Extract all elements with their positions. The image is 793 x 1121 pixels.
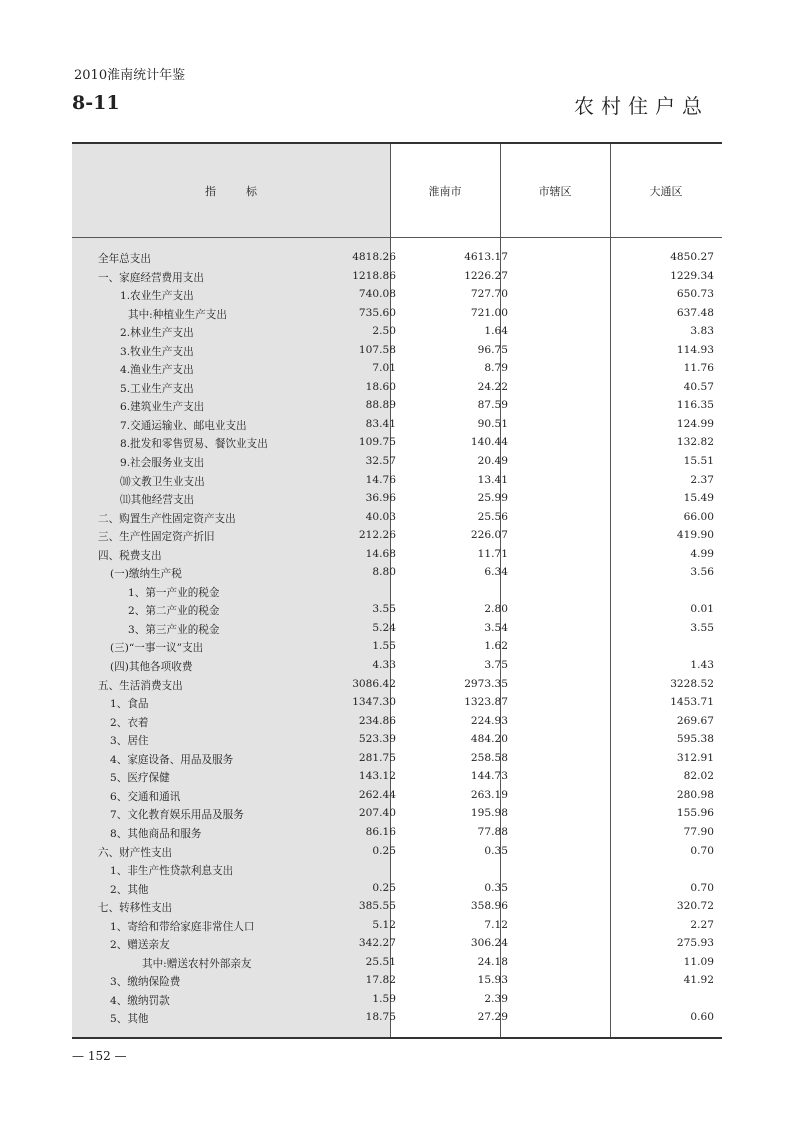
value-huainan-city: 107.58	[358, 343, 396, 356]
table-row	[72, 935, 722, 954]
row-label: 五、生活消费支出	[98, 679, 183, 692]
value-datong-district: 0.60	[690, 1011, 714, 1024]
value-datong-district: 275.93	[676, 937, 714, 950]
row-label: 全年总支出	[98, 253, 151, 265]
value-datong-district: 4.99	[690, 547, 714, 560]
value-huainan-city: 1.55	[372, 640, 396, 653]
value-city-districts: 263.19	[470, 788, 508, 801]
value-huainan-city: 3086.42	[352, 677, 396, 690]
value-city-districts: 1226.27	[464, 269, 508, 282]
value-datong-district: 0.01	[690, 603, 714, 616]
row-label: ⑾其他经营支出	[120, 494, 195, 507]
table-row	[72, 286, 722, 305]
value-huainan-city: 14.76	[365, 473, 396, 486]
value-huainan-city: 5.12	[372, 918, 396, 931]
header-city-districts: 市辖区	[538, 184, 572, 198]
row-label: 六、财产性支出	[98, 846, 173, 859]
row-label: 1、非生产性贷款利息支出	[110, 865, 234, 878]
value-huainan-city: 0.25	[372, 844, 396, 857]
value-huainan-city: 1.59	[372, 992, 396, 1005]
row-label: 1、第一产业的税金	[128, 586, 220, 599]
value-huainan-city: 109.75	[358, 436, 396, 449]
header-rule	[72, 237, 722, 238]
value-city-districts: 77.88	[477, 825, 508, 838]
table-row	[72, 880, 722, 899]
value-huainan-city: 342.27	[358, 937, 396, 950]
value-city-districts: 24.22	[477, 380, 508, 393]
row-label: 6.建筑业生产支出	[120, 401, 205, 414]
value-datong-district: 11.09	[683, 955, 714, 968]
table-row	[72, 360, 722, 379]
row-label: 5、医疗保健	[110, 772, 170, 785]
value-huainan-city: 4.33	[372, 659, 396, 672]
value-huainan-city: 83.41	[365, 417, 396, 430]
value-city-districts: 6.34	[484, 566, 508, 579]
value-datong-district: 0.70	[690, 844, 714, 857]
value-huainan-city: 2.50	[372, 325, 396, 338]
table-row	[72, 750, 722, 769]
value-huainan-city: 36.96	[365, 492, 396, 505]
value-huainan-city: 18.60	[365, 380, 396, 393]
table-row	[72, 620, 722, 639]
table-body	[72, 249, 722, 1028]
value-datong-district: 2.37	[690, 473, 714, 486]
value-datong-district: 1229.34	[670, 269, 714, 282]
value-city-districts: 3.75	[484, 659, 508, 672]
value-huainan-city: 32.57	[365, 455, 396, 468]
value-city-districts: 2.39	[484, 992, 508, 1005]
row-label: 其中:赠送农村外部亲友	[142, 957, 252, 970]
section-number: 8-11	[72, 92, 120, 114]
value-city-districts: 195.98	[470, 807, 508, 820]
table-row	[72, 972, 722, 991]
table-row	[72, 564, 722, 583]
table-row	[72, 954, 722, 973]
value-city-districts: 15.93	[477, 974, 508, 987]
row-label: 3.牧业生产支出	[120, 345, 194, 358]
row-label: 4、缴纳罚款	[110, 994, 170, 1007]
value-city-districts: 4613.17	[464, 251, 508, 263]
table-row	[72, 472, 722, 491]
value-city-districts: 226.07	[470, 529, 508, 542]
value-datong-district: 312.91	[676, 751, 714, 764]
row-label: 二、购置生产性固定资产支出	[98, 512, 236, 525]
value-datong-district: 41.92	[683, 974, 714, 987]
value-datong-district: 66.00	[683, 510, 714, 523]
table-row	[72, 397, 722, 416]
row-label: 3、第三产业的税金	[128, 623, 220, 636]
value-city-districts: 2.80	[484, 603, 508, 616]
table-row	[72, 527, 722, 546]
value-huainan-city: 25.51	[365, 955, 396, 968]
row-label: 2、第二产业的税金	[128, 605, 220, 618]
value-huainan-city: 385.55	[358, 900, 396, 913]
value-huainan-city: 212.26	[358, 529, 396, 542]
table-row	[72, 787, 722, 806]
row-label: 2、其他	[110, 883, 149, 896]
row-label: 5、其他	[110, 1013, 149, 1026]
value-datong-district: 15.51	[683, 455, 714, 468]
table-row	[72, 509, 722, 528]
value-datong-district: 3.55	[690, 621, 714, 634]
value-city-districts: 0.35	[484, 881, 508, 894]
value-datong-district: 132.82	[676, 436, 714, 449]
value-huainan-city: 14.68	[365, 547, 396, 560]
table-row	[72, 416, 722, 435]
value-datong-district: 0.70	[690, 881, 714, 894]
value-huainan-city: 281.75	[358, 751, 396, 764]
value-city-districts: 2973.35	[464, 677, 508, 690]
value-city-districts: 1323.87	[464, 696, 508, 709]
value-city-districts: 1.64	[484, 325, 508, 338]
value-city-districts: 11.71	[477, 547, 508, 560]
value-huainan-city: 143.12	[358, 770, 396, 783]
table-row	[72, 917, 722, 936]
value-huainan-city: 740.08	[358, 288, 396, 301]
value-datong-district: 114.93	[676, 343, 714, 356]
value-datong-district: 269.67	[676, 714, 714, 727]
row-label: 1、食品	[110, 698, 149, 711]
value-datong-district: 2.27	[690, 918, 714, 931]
value-datong-district: 1.43	[690, 659, 714, 672]
row-label: 7.交通运输业、邮电业支出	[120, 419, 247, 432]
row-label: (四)其他各项收费	[110, 661, 193, 674]
value-datong-district: 82.02	[683, 770, 714, 783]
value-city-districts: 721.00	[470, 306, 508, 319]
value-huainan-city: 1218.86	[352, 269, 396, 282]
table-row	[72, 638, 722, 657]
row-label: 2.林业生产支出	[120, 327, 194, 340]
row-label: 一、家庭经营费用支出	[98, 271, 204, 284]
row-label: 2、衣着	[110, 716, 149, 729]
table-row	[72, 824, 722, 843]
value-datong-district: 650.73	[676, 288, 714, 301]
table-row	[72, 843, 722, 862]
page-number: — 152 —	[72, 1049, 127, 1063]
value-city-districts: 25.99	[477, 492, 508, 505]
row-label: ⑽文教卫生业支出	[120, 475, 205, 488]
row-label: 4、家庭设备、用品及服务	[110, 753, 234, 766]
value-huainan-city: 18.75	[365, 1011, 396, 1024]
value-datong-district: 3228.52	[670, 677, 714, 690]
value-datong-district: 40.57	[683, 380, 714, 393]
value-datong-district: 637.48	[676, 306, 714, 319]
value-huainan-city: 3.55	[372, 603, 396, 616]
value-huainan-city: 0.25	[372, 881, 396, 894]
row-label: 8、其他商品和服务	[110, 827, 202, 840]
value-city-districts: 144.73	[470, 770, 508, 783]
value-city-districts: 727.70	[470, 288, 508, 301]
value-datong-district: 1453.71	[670, 696, 714, 709]
value-city-districts: 258.58	[470, 751, 508, 764]
value-huainan-city: 8.80	[372, 566, 396, 579]
table-row	[72, 694, 722, 713]
value-datong-district: 320.72	[676, 900, 714, 913]
table-row	[72, 731, 722, 750]
row-label: 3、缴纳保险费	[110, 976, 181, 989]
table-row	[72, 434, 722, 453]
value-datong-district: 155.96	[676, 807, 714, 820]
value-city-districts: 90.51	[477, 417, 508, 430]
value-huainan-city: 207.40	[358, 807, 396, 820]
value-datong-district: 595.38	[676, 733, 714, 746]
value-datong-district: 11.76	[683, 362, 714, 375]
table-row	[72, 342, 722, 361]
value-city-districts: 20.49	[477, 455, 508, 468]
value-city-districts: 27.29	[477, 1011, 508, 1024]
table-row	[72, 898, 722, 917]
value-city-districts: 358.96	[470, 900, 508, 913]
row-label: 3、居住	[110, 735, 149, 748]
row-label: 其中:种植业生产支出	[128, 308, 227, 321]
table-row	[72, 991, 722, 1010]
value-huainan-city: 88.89	[365, 399, 396, 412]
value-huainan-city: 1347.30	[352, 696, 396, 709]
table-row	[72, 805, 722, 824]
value-huainan-city: 40.03	[365, 510, 396, 523]
table-row	[72, 546, 722, 565]
table-row	[72, 676, 722, 695]
row-label: 2、赠送亲友	[110, 939, 170, 952]
row-label: (三)“一事一议”支出	[110, 642, 204, 655]
value-huainan-city: 7.01	[372, 362, 396, 375]
row-label: 7、文化教育娱乐用品及服务	[110, 809, 244, 822]
table-row	[72, 768, 722, 787]
value-datong-district: 116.35	[676, 399, 714, 412]
table-row	[72, 268, 722, 287]
table-row	[72, 323, 722, 342]
table-row	[72, 601, 722, 620]
table-row	[72, 713, 722, 732]
table-row	[72, 249, 722, 268]
value-city-districts: 13.41	[477, 473, 508, 486]
value-datong-district: 77.90	[683, 825, 714, 838]
table-row	[72, 861, 722, 880]
table-row	[72, 490, 722, 509]
value-huainan-city: 5.24	[372, 621, 396, 634]
value-datong-district: 280.98	[676, 788, 714, 801]
value-huainan-city: 86.16	[365, 825, 396, 838]
value-huainan-city: 735.60	[358, 306, 396, 319]
row-label: 1、寄给和带给家庭非常住人口	[110, 920, 255, 933]
statistics-table	[72, 142, 722, 1039]
value-datong-district: 3.83	[690, 325, 714, 338]
value-huainan-city: 262.44	[358, 788, 396, 801]
header-huainan-city: 淮南市	[428, 184, 462, 198]
row-label: 9.社会服务业支出	[120, 457, 205, 470]
value-city-districts: 1.62	[484, 640, 508, 653]
bottom-rule	[72, 1037, 722, 1039]
header-datong-district: 大通区	[649, 184, 683, 198]
row-label: 1.农业生产支出	[120, 290, 194, 303]
value-datong-district: 4850.27	[670, 251, 714, 263]
value-city-districts: 87.59	[477, 399, 508, 412]
table-row	[72, 305, 722, 324]
row-label: (一)缴纳生产税	[110, 568, 182, 581]
value-city-districts: 484.20	[470, 733, 508, 746]
row-label: 七、转移性支出	[98, 902, 173, 915]
value-city-districts: 3.54	[484, 621, 508, 634]
value-huainan-city: 234.86	[358, 714, 396, 727]
value-city-districts: 0.35	[484, 844, 508, 857]
table-row	[72, 453, 722, 472]
value-city-districts: 25.56	[477, 510, 508, 523]
value-datong-district: 124.99	[676, 417, 714, 430]
value-city-districts: 140.44	[470, 436, 508, 449]
row-label: 6、交通和通讯	[110, 790, 181, 803]
value-huainan-city: 17.82	[365, 974, 396, 987]
value-datong-district: 419.90	[676, 529, 714, 542]
table-row	[72, 657, 722, 676]
table-row	[72, 583, 722, 602]
value-city-districts: 7.12	[484, 918, 508, 931]
value-city-districts: 96.75	[477, 343, 508, 356]
value-datong-district: 3.56	[690, 566, 714, 579]
value-huainan-city: 4818.26	[352, 251, 396, 263]
value-city-districts: 306.24	[470, 937, 508, 950]
row-label: 四、税费支出	[98, 549, 162, 562]
value-city-districts: 8.79	[484, 362, 508, 375]
table-row	[72, 379, 722, 398]
header-indicator: 指标	[205, 184, 287, 198]
yearbook-title: 2010淮南统计年鉴	[74, 68, 186, 83]
row-label: 三、生产性固定资产折旧	[98, 531, 215, 544]
value-huainan-city: 523.39	[358, 733, 396, 746]
value-city-districts: 24.18	[477, 955, 508, 968]
row-label: 4.渔业生产支出	[120, 364, 194, 377]
value-datong-district: 15.49	[683, 492, 714, 505]
value-city-districts: 224.93	[470, 714, 508, 727]
row-label: 8.批发和零售贸易、餐饮业支出	[120, 438, 268, 451]
table-row	[72, 1009, 722, 1028]
section-title: 农村住户总	[574, 94, 709, 118]
row-label: 5.工业生产支出	[120, 382, 194, 395]
